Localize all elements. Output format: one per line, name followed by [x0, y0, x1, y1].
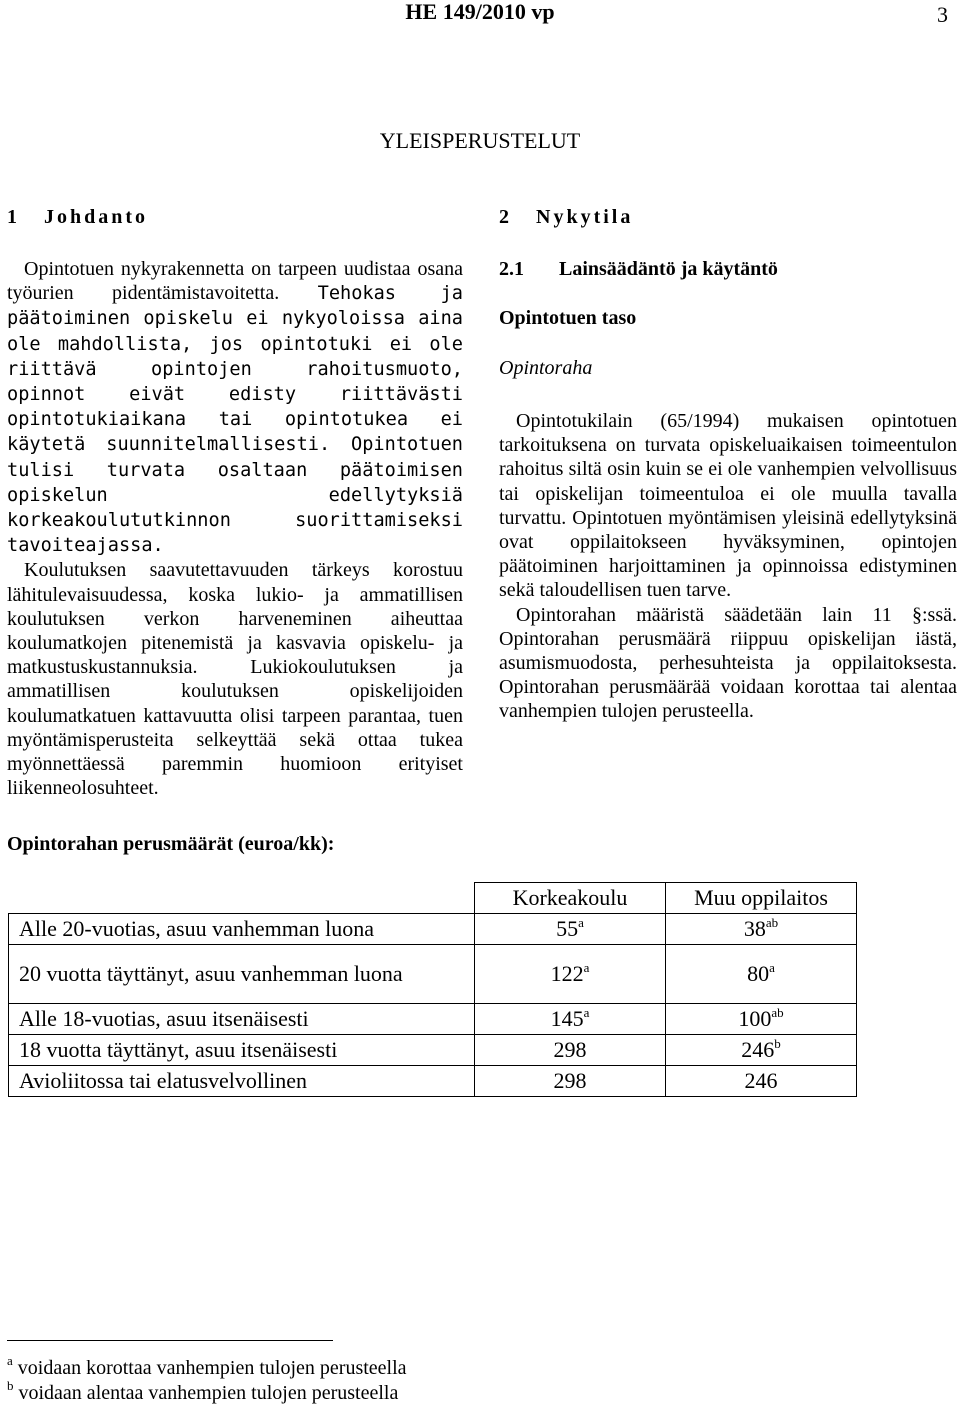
row-label: 18 vuotta täyttänyt, asuu itsenäisesti — [9, 1035, 475, 1066]
table-row — [9, 1066, 857, 1097]
footnote-mark: a — [7, 1353, 13, 1368]
page-number: 3 — [937, 2, 948, 27]
subsection-number: 2.1 — [499, 258, 524, 280]
column-header: Muu oppilaitos — [666, 883, 857, 914]
subsection-title: Lainsäädäntö ja käytäntö — [559, 258, 778, 280]
table-caption: Opintorahan perusmäärät (euroa/kk): — [7, 833, 335, 855]
table-row — [9, 1004, 857, 1035]
cell-korkeakoulu: 298 — [475, 1066, 666, 1097]
paragraph: Opintorahan määristä säädetään lain 11 §:ssä. Opintorahan perusmäärä riippuu opiskelijan iästä, asumismuodosta, perhesuhteista ja oppilaitoksesta. Opintorahan perusmäärää voidaan korottaa tai alentaa vanhempien tulojen perusteella. — [499, 603, 957, 723]
cell-korkeakoulu: 298 — [475, 1035, 666, 1066]
footnote — [7, 1353, 407, 1380]
row-label: Alle 20-vuotias, asuu vanhemman luona — [9, 914, 475, 945]
footnote-mark: b — [7, 1378, 14, 1393]
footnote-text: voidaan alentaa vanhempien tulojen perusteella — [18, 1382, 399, 1404]
cell-korkeakoulu: 122$^a$ — [475, 945, 666, 1004]
cell-korkeakoulu: 145$^a$ — [475, 1004, 666, 1035]
row-label: Alle 18-vuotias, asuu itsenäisesti — [9, 1004, 475, 1035]
heading-opintoraha: Opintoraha — [499, 357, 593, 379]
table-row — [9, 914, 857, 945]
section-title: Nykytila — [536, 206, 634, 228]
subsection-heading — [499, 257, 778, 281]
paragraph-continuation: Tehokas ja päätoiminen opiskelu ei nykyoloissa aina ole mahdollista, jos opintotuki ei ole riittävä opintojen rahoitusmuoto, opinnot eivät edisty riittävästi opintotukiaikana tai opintotukea ei käytetä suunnitelmallisesti. Opintotuen tulisi turvata osaltaan päätoimisen opiskelun edellytyksiä korkeakoulututkinnon suorittamiseksi tavoiteajassa. — [7, 283, 463, 557]
table-row — [9, 1035, 857, 1066]
footnote-text: voidaan korottaa vanhempien tulojen perusteella — [17, 1357, 407, 1379]
row-label: 20 vuotta täyttänyt, asuu vanhemman luona — [9, 945, 475, 1004]
cell-muu-oppilaitos: $100^{ab}$ — [666, 1004, 857, 1035]
table-header-row — [9, 883, 857, 914]
page-title: YLEISPERUSTELUT — [379, 128, 581, 153]
document-reference: HE 149/2010 vp — [405, 0, 555, 24]
paragraph: Opintotuen nykyrakennetta on tarpeen uudistaa osana työurien pidentämistavoitetta. Tehokas ja päätoiminen opiskelu ei nykyoloissa aina ole mahdollista, jos opintotuki ei ole riittävä opintojen rahoitusmuoto, opinnot eivät edisty riittävästi opintotukiaikana tai opintotukea ei käytetä suunnitelmallisesti. Opintotuen tulisi turvata osaltaan päätoimisen opiskelun edellytyksiä korkeakoulututkinnon suorittamiseksi tavoiteajassa. — [7, 258, 463, 557]
table-row — [9, 945, 857, 1004]
cell-muu-oppilaitos: 246$^b$ — [666, 1035, 857, 1066]
footnote-divider — [7, 1340, 333, 1341]
cell-muu-oppilaitos: $38^{ab}$ — [666, 914, 857, 945]
paragraph: Koulutuksen saavutettavuuden tärkeys korostuu lähitulevaisuudessa, koska lukio- ja ammatillisen koulutuksen verkon harveneminen aiheuttaa koulumatkojen pitenemistä ja kasvavia opiskelu- ja matkustuskustannuksia. Lukiokoulutuksen ja ammatillisen koulutuksen opiskelijoiden koulumatkatuen kattavuutta olisi tarpeen parantaa, tuen myöntämisperusteita selkeyttää sekä ottaa tukea myönnettäessä paremmin huomioon erityiset liikenneolosuhteet. — [7, 559, 463, 800]
column-header: Korkeakoulu — [475, 883, 666, 914]
row-label: Avioliitossa tai elatusvelvollinen — [9, 1066, 475, 1097]
left-column-text — [7, 257, 463, 800]
rates-table — [8, 882, 857, 1097]
heading-opintotuen-taso: Opintotuen taso — [499, 307, 637, 329]
cell-muu-oppilaitos: 246 — [666, 1066, 857, 1097]
section-title: Johdanto — [44, 206, 149, 228]
cell-korkeakoulu: 55$^a$ — [475, 914, 666, 945]
paragraph: Opintotukilain (65/1994) mukaisen opintotuen tarkoituksena on turvata opiskeluaikaisen toimeentulon rahoitus siltä osin kuin se ei ole vanhempien velvollisuus tai opiskelijan toimeentuloa ei ole muulla tavalla turvattu. Opintotuen myöntämisen yleisinä edellytyksinä ovat oppilaitokseen hyväksyminen, opintojen päätoiminen harjoittaminen ja opinnoissa edistyminen sekä taloudellisen tuen tarve. — [499, 410, 957, 602]
section-heading-johdanto — [7, 205, 148, 229]
section-heading-nykytila — [499, 205, 633, 229]
cell-muu-oppilaitos: 80$^a$ — [666, 945, 857, 1004]
right-column-text — [499, 409, 957, 724]
section-number: 2 — [499, 206, 512, 228]
section-number: 1 — [7, 206, 20, 228]
footnote — [7, 1378, 399, 1405]
